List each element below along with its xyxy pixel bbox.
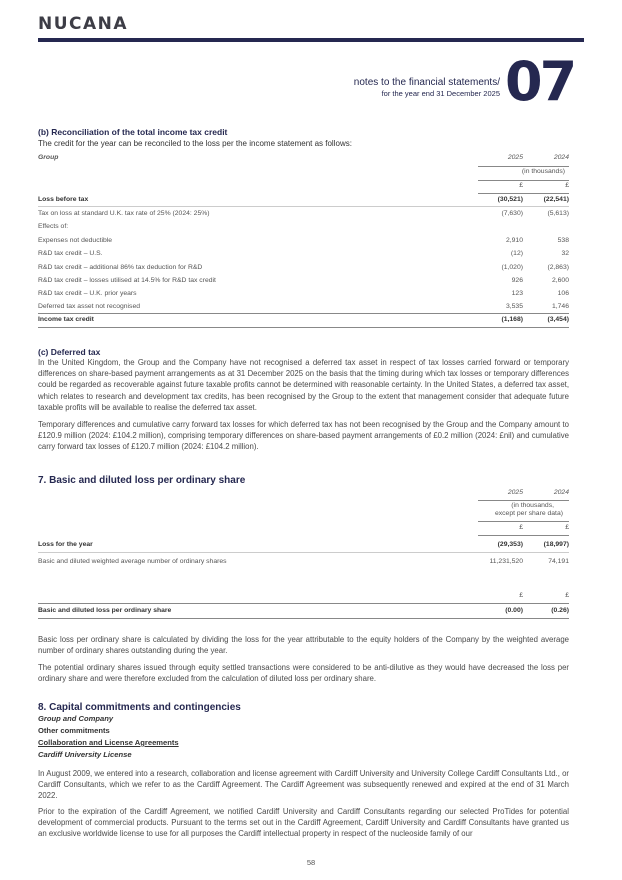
value-2024: (0.26): [551, 607, 569, 614]
value-2024: 32: [561, 250, 569, 257]
divider: [478, 521, 569, 522]
value-2025: 926: [511, 277, 523, 284]
row-label: Expenses not deductible: [38, 237, 113, 244]
units-line-2: except per share data): [494, 510, 563, 517]
value-2024: (2,863): [547, 264, 569, 271]
collaboration-label: Collaboration and License Agreements: [38, 738, 179, 747]
row-label: Effects of:: [38, 223, 69, 230]
company-logo: NUCANA: [38, 14, 129, 34]
value-2024: (22,541): [543, 196, 569, 203]
table-row: [38, 558, 569, 571]
value-2025: (30,521): [497, 196, 523, 203]
divider: [38, 206, 569, 207]
table-row: [38, 277, 569, 290]
section-8-subheadings: [38, 713, 179, 761]
currency-2024: £: [565, 524, 569, 531]
section-c-heading: (c) Deferred tax: [38, 347, 101, 357]
divider: [478, 535, 569, 536]
row-label: Basic and diluted loss per ordinary share: [38, 607, 172, 614]
table-row: [38, 237, 569, 250]
currency-2024: £: [565, 182, 569, 189]
currency-2025: £: [519, 524, 523, 531]
divider: [38, 327, 569, 328]
deferred-tax-paragraph-2: Temporary differences and cumulative carry forward tax losses for which deferred tax has not been recognised by the Group and the Company amount to £120.9 million (2024: £104.2 million), comprising temporary differences on share-based payment arrangements of £0.2 million (2024: £nil) and cumulative carry forward tax losses of £120.7 million (2024: £104.2 million).: [38, 420, 569, 452]
divider: [478, 500, 569, 501]
divider: [38, 618, 569, 619]
divider: [478, 180, 569, 181]
units-label: (in thousands): [521, 168, 565, 175]
section-b-intro: The credit for the year can be reconciled to the loss per the income statement as follows:: [38, 139, 352, 148]
row-label: Basic and diluted weighted average number of ordinary shares: [38, 558, 227, 565]
page-number: 58: [306, 858, 316, 867]
table-row: [38, 210, 569, 223]
value-2024: (3,454): [547, 316, 569, 323]
value-2025: 3,535: [505, 303, 523, 310]
row-label: Deferred tax asset not recognised: [38, 303, 141, 310]
cardiff-paragraph-2: Prior to the expiration of the Cardiff Agreement, we notified Cardiff University and Cardiff Consultants regarding our selected ProTides for potential development of commercial products. Pursuant to the terms set out in the Cardiff Agreement, Cardiff University and Cardiff Consultants have granted us an exclusive worldwide license to use for all purposes the Cardiff intellectual property in respect of the nucleoside family of our: [38, 807, 569, 839]
year-2024: 2024: [553, 154, 569, 161]
eps-paragraph-2: The potential ordinary shares issued through equity settled transactions were considered to be anti-dilutive as they would have decreased the loss per ordinary share and were therefore excluded from the calculation of diluted loss per ordinary share.: [38, 663, 569, 684]
divider: [38, 603, 569, 604]
value-2025: 11,231,520: [489, 558, 523, 565]
currency-2025: £: [519, 592, 523, 599]
header-title: notes to the financial statements/: [353, 77, 500, 88]
value-2025: 123: [511, 290, 523, 297]
deferred-tax-paragraph-1: In the United Kingdom, the Group and the Company have not recognised a deferred tax asset in respect of tax losses carried forward or temporary differences on share-based payment arrangements as at 31 December 2025 on the basis that the timing during which tax losses or temporary differences could be regarded as recoverable against future taxable profits cannot be determined with reasonable certainty. In the United States, a deferred tax asset, which relates to research and development tax credits, has been recognised by the Group to the extent that management consider that adequate future taxable profits will be available to realise the deferred tax asset.: [38, 358, 569, 412]
eps-paragraph-1: Basic loss per ordinary share is calculated by dividing the loss for the year attributable to the equity holders of the Company by the weighted average number of ordinary shares outstanding during the year.: [38, 635, 569, 656]
divider: [478, 193, 569, 194]
value-2025: 2,910: [505, 237, 523, 244]
cardiff-license-label: Cardiff University License: [38, 750, 132, 759]
table-row: [38, 290, 569, 303]
table-row: [38, 303, 569, 316]
divider: [38, 313, 569, 314]
cardiff-paragraph-1: In August 2009, we entered into a research, collaboration and license agreement with Cardiff University and University College Cardiff Consultants Ltd., or Cardiff Consultants, which we refer to as the Cardiff Agreement. The Cardiff Agreement was subsequently renewed and expired at the end of 31 March 2022.: [38, 769, 569, 801]
year-2024: 2024: [553, 489, 569, 496]
section-b-heading: (b) Reconciliation of the total income tax credit: [38, 127, 228, 137]
page-header: [354, 77, 500, 99]
group-label: Group: [38, 154, 59, 161]
header-bar: [38, 38, 584, 42]
divider: [478, 166, 569, 167]
value-2024: 106: [557, 290, 569, 297]
table-row: [38, 264, 569, 277]
value-2024: 74,191: [548, 558, 569, 565]
value-2025: (12): [510, 250, 523, 257]
value-2024: 538: [557, 237, 569, 244]
table-row: [38, 196, 569, 209]
row-label: Tax on loss at standard U.K. tax rate of 25% (2024: 25%): [38, 210, 210, 217]
other-commitments-label: Other commitments: [38, 726, 110, 735]
value-2024: (5,613): [547, 210, 569, 217]
year-2025: 2025: [507, 154, 523, 161]
header-subtitle: for the year end 31 December 2025: [381, 89, 500, 98]
row-label: R&D tax credit – U.K. prior years: [38, 290, 137, 297]
divider: [38, 552, 569, 553]
value-2024: 2,600: [551, 277, 569, 284]
value-2025: (7,630): [501, 210, 523, 217]
value-2025: (1,020): [501, 264, 523, 271]
row-label: Income tax credit: [38, 316, 94, 323]
value-2025: (0.00): [505, 607, 523, 614]
row-label: Loss for the year: [38, 541, 93, 548]
units-line-1: (in thousands,: [511, 502, 554, 509]
value-2024: 1,746: [551, 303, 569, 310]
value-2025: (29,353): [497, 541, 523, 548]
year-2025: 2025: [507, 489, 523, 496]
row-label: R&D tax credit – U.S.: [38, 250, 103, 257]
section-8-heading: 8. Capital commitments and contingencies: [38, 702, 241, 713]
currency-2025: £: [519, 182, 523, 189]
table-row: [38, 250, 569, 263]
value-2024: (18,997): [543, 541, 569, 548]
section-7-heading: 7. Basic and diluted loss per ordinary share: [38, 475, 246, 486]
group-and-company-label: Group and Company: [38, 714, 114, 723]
value-2025: (1,168): [501, 316, 523, 323]
row-label: R&D tax credit – additional 86% tax deduction for R&D: [38, 264, 203, 271]
table-row: [38, 223, 569, 236]
row-label: Loss before tax: [38, 196, 89, 203]
row-label: R&D tax credit – losses utilised at 14.5% for R&D tax credit: [38, 277, 216, 284]
chapter-number: 07: [505, 50, 575, 113]
currency-2024: £: [565, 592, 569, 599]
